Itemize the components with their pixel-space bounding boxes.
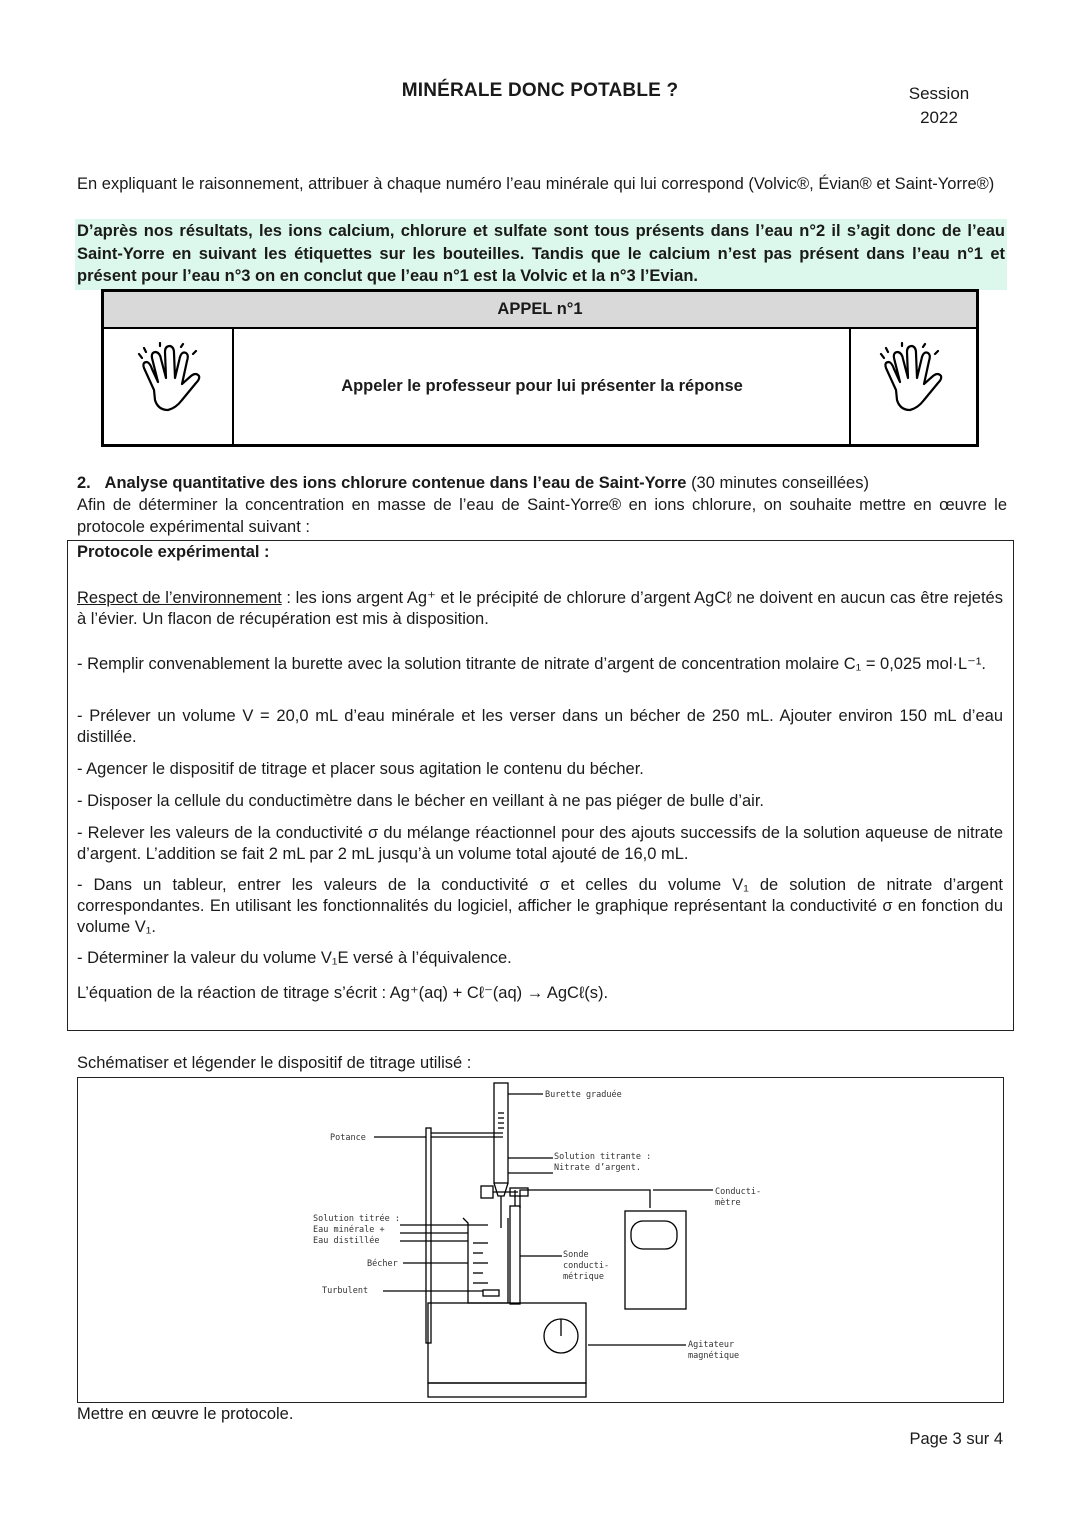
protocol-step-1: - Remplir convenablement la burette avec la solution titrante de nitrate d’argent de concentration molaire C₁ = 0,025 mol·L⁻¹. [77, 655, 986, 673]
page-title: MINÉRALE DONC POTABLE ? [401, 80, 679, 101]
protocol-step-7: - Déterminer la valeur du volume V₁E versé à l’équivalence. [77, 949, 512, 967]
protocol-environment [77, 588, 1003, 630]
appel-title: APPEL n°1 [104, 292, 976, 329]
schema-box [77, 1077, 1004, 1403]
env-text: : les ions argent Ag⁺ et le précipité de chlorure d’argent AgCℓ ne doivent en aucun cas être rejetés à l’évier. Un flacon de récupération est mis à disposition. [77, 589, 1003, 628]
protocol-step-3: - Agencer le dispositif de titrage et placer sous agitation le contenu du bécher. [77, 760, 644, 778]
protocol-step-4: - Disposer la cellule du conductimètre dans le bécher en veillant à ne pas piéger de bulle d’air. [77, 792, 764, 810]
label-solution-titrante: Nitrate d’argent. [554, 1163, 641, 1173]
schema-instruction: Schématiser et légender le dispositif de titrage utilisé : [77, 1054, 472, 1072]
session-label: Session [908, 84, 970, 103]
protocol-step-6: - Dans un tableur, entrer les valeurs de la conductivité σ et celles du volume V₁ de solution de nitrate d’argent correspondantes. En utilisant les fonctionnalités du logiciel, afficher le graphique représentant la conductivité σ en fonction du volume V₁. [77, 876, 1003, 936]
magnetic-stirrer [428, 1303, 586, 1383]
question-text: En expliquant le raisonnement, attribuer à chaque numéro l’eau minérale qui lui correspond (Volvic®, Évian® et Saint-Yorre®) [77, 175, 995, 193]
hand-icon [136, 342, 206, 422]
protocol-box [67, 540, 1014, 1031]
footer-instruction: Mettre en œuvre le protocole. [77, 1405, 294, 1423]
section-title: Analyse quantitative des ions chlorure contenue dans l’eau de Saint-Yorre [104, 474, 687, 492]
page-number: Page 3 sur 4 [909, 1430, 1003, 1448]
protocol-equation: L’équation de la réaction de titrage s’écrit : Ag⁺(aq) + Cℓ⁻(aq) → AgCℓ(s). [77, 984, 609, 1002]
protocol-heading: Protocole expérimental : [77, 543, 270, 561]
label-sonde: Sonde [563, 1250, 589, 1260]
label-solution-titrante: Solution titrante : [554, 1152, 652, 1162]
label-sonde: conducti- [563, 1261, 610, 1271]
conductivity-probe [510, 1206, 520, 1304]
section-2 [77, 472, 1007, 538]
session-block [895, 82, 983, 130]
label-turbulent: Turbulent [322, 1286, 369, 1296]
session-year: 2022 [920, 108, 958, 127]
stir-bar [483, 1290, 499, 1296]
protocol-step-2: - Prélever un volume V = 20,0 mL d’eau minérale et les verser dans un bécher de 250 mL. Ajouter environ 150 mL d’eau distillée. [77, 707, 1003, 746]
label-conductimetre: mètre [715, 1198, 741, 1208]
section-intro: Afin de déterminer la concentration en masse de l’eau de Saint-Yorre® en ions chlorure, on souhaite mettre en œuvre le protocole expérimental suivant : [77, 496, 1007, 536]
section-2-heading [77, 472, 1007, 494]
env-label: Respect de l’environnement [77, 589, 282, 607]
label-solution-titree: Eau minérale + [313, 1225, 385, 1235]
section-number: 2. [77, 474, 91, 492]
label-becher: Bécher [367, 1259, 398, 1269]
label-solution-titree: Solution titrée : [313, 1214, 400, 1224]
hand-icon [878, 342, 948, 422]
appel-box [101, 289, 979, 447]
protocol-step-5: - Relever les valeurs de la conductivité σ du mélange réactionnel pour des ajouts successifs de la solution aqueuse de nitrate d’argent. L’addition se fait 2 mL par 2 mL jusqu’à un volume total ajouté de 16,0 mL. [77, 824, 1003, 863]
label-solution-titree: Eau distillée [313, 1236, 380, 1246]
student-answer: D’après nos résultats, les ions calcium, chlorure et sulfate sont tous présents dans l’eau n°2 il s’agit donc de l’eau Saint-Yorre en suivant les étiquettes sur les bouteilles. Tandis que le calcium n’est pas présent dans l’eau n°1 et présent pour l’eau n°3 on en conclut que l’eau n°1 est la Volvic et la n°3 l’Evian. [75, 219, 1007, 290]
label-potance: Potance [330, 1133, 366, 1143]
titration-diagram [78, 1078, 1002, 1401]
label-agitateur: magnétique [688, 1351, 740, 1361]
label-burette: Burette graduée [545, 1090, 622, 1100]
label-agitateur: Agitateur [688, 1340, 735, 1350]
section-duration: (30 minutes conseillées) [691, 474, 869, 492]
label-sonde: métrique [563, 1272, 604, 1282]
appel-message: Appeler le professeur pour lui présenter la réponse [341, 377, 743, 395]
label-conductimetre: Conducti- [715, 1187, 762, 1197]
